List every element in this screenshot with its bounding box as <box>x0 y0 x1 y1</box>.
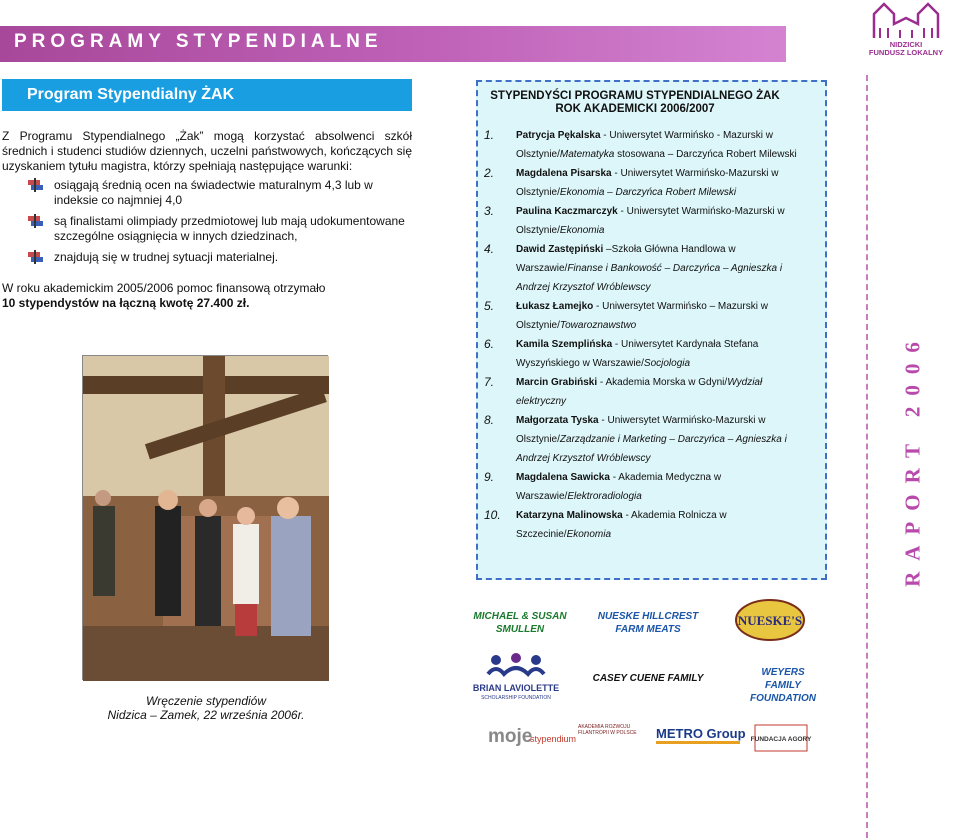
scholar-number: 9. <box>484 470 495 484</box>
section-heading <box>2 79 412 111</box>
moje-stypendium-logo <box>486 722 577 750</box>
scholar-item <box>484 411 814 468</box>
report-year-label: RAPORT 2006 <box>900 331 925 587</box>
scholar-number: 4. <box>484 242 495 256</box>
agora-text: FUNDACJA AGORY <box>750 736 812 743</box>
laviolette-sub: SCHOLARSHIP FOUNDATION <box>481 695 551 701</box>
scholar-school: - Uniwersytet Warmińsko-Mazurski w Olsztynie/ <box>516 168 779 198</box>
scholars-list <box>484 126 814 544</box>
sponsor-nueske: NUESKE HILLCREST FARM MEATS <box>597 611 699 635</box>
funds-paragraph <box>2 281 412 311</box>
scholar-field: Socjologia <box>643 358 691 369</box>
scholar-field: Zarządzanie i Marketing – Darczyńca – Agnieszka i Andrzej Krzysztof Wróblewscy <box>516 434 787 464</box>
flag-bullet-icon <box>28 178 44 192</box>
moje-sub: stypendium <box>530 734 577 744</box>
scholar-item <box>484 297 814 335</box>
scholar-name: Paulina Kaczmarczyk <box>516 206 618 217</box>
section-title: Program Stypendialny ŻAK <box>27 86 235 103</box>
scholar-school: - Akademia Medyczna w Warszawie/ <box>516 472 722 502</box>
ceremony-photo <box>82 355 328 680</box>
sponsor-casey: CASEY CUENE FAMILY <box>592 673 704 684</box>
scholar-name: Patrycja Pękalska <box>516 130 601 141</box>
logo-line-2: FUNDUSZ LOKALNY <box>868 48 944 57</box>
ceremony-photo-image <box>83 356 329 681</box>
condition-text: są finalistami olimpiady przedmiotowej lub mają udokumentowane szczególne osiągnięcia w innych dziedzinach, <box>54 214 405 243</box>
scholar-item <box>484 468 814 506</box>
scholar-item <box>484 164 814 202</box>
scholar-school: - Uniwersytet Warmińsko - Mazurski w Olsztynie/ <box>516 130 773 160</box>
sponsor-weyers: WEYERS FAMILY FOUNDATION <box>750 667 816 704</box>
conditions-list <box>28 178 408 271</box>
scholar-number: 5. <box>484 299 495 313</box>
scholar-field: Elektroradiologia <box>567 491 642 502</box>
agora-logo <box>750 724 812 752</box>
funds-bold: 10 stypendystów na łączną kwotę 27.400 zł. <box>2 296 250 310</box>
condition-item <box>28 178 408 208</box>
condition-text: znajdują się w trudnej sytuacji materialnej. <box>54 250 279 264</box>
caption-line-2: Nidzica – Zamek, 22 września 2006r. <box>107 708 305 722</box>
condition-text: osiągają średnią ocen na świadectwie maturalnym 4,3 lub w indeksie co najmniej 4,0 <box>54 178 373 207</box>
scholar-number: 3. <box>484 204 495 218</box>
scholars-title <box>476 90 794 116</box>
scholar-name: Magdalena Pisarska <box>516 168 612 179</box>
laviolette-logo <box>462 650 570 702</box>
scholar-school: - Akademia Rolnicza w Szczecinie/ <box>516 510 727 540</box>
intro-text: Z Programu Stypendialnego „Żak” mogą korzystać absolwenci szkół średnich i studenci studiów dziennych, uczelni państwowych, kończących się uzyskaniem tytułu magistra, którzy spełniają następujące warunki: <box>2 129 412 173</box>
scholar-name: Łukasz Łamejko <box>516 301 594 312</box>
scholar-number: 1. <box>484 128 495 142</box>
scholar-school: - Uniwersytet Warmińsko-Mazurski w Olsztynie/ <box>516 415 766 445</box>
laviolette-name: BRIAN LAVIOLETTE <box>472 683 560 693</box>
funds-text: W roku akademickim 2005/2006 pomoc finansową otrzymało <box>2 281 326 295</box>
photo-caption <box>84 694 328 722</box>
scholar-item <box>484 335 814 373</box>
scholar-item <box>484 373 814 411</box>
scholar-number: 2. <box>484 166 495 180</box>
flag-bullet-icon <box>28 250 44 264</box>
scholar-item <box>484 202 814 240</box>
scholar-school: - Akademia Morska w Gdyni/ <box>597 377 728 388</box>
caption-line-1: Wręczenie stypendiów <box>145 694 267 708</box>
logo-line-1: NIDZICKI <box>889 40 923 49</box>
scholar-number: 6. <box>484 337 495 351</box>
scholar-name: Małgorzata Tyska <box>516 415 599 426</box>
scholar-item <box>484 240 814 297</box>
scholar-field: Finanse i Bankowość – Darczyńca – Agnieszka i Andrzej Krzysztof Wróblewscy <box>516 263 783 293</box>
scholar-field: Ekonomia <box>559 225 605 236</box>
condition-item <box>28 250 408 265</box>
scholar-field: Ekonomia <box>566 529 612 540</box>
scholar-name: Magdalena Sawicka <box>516 472 610 483</box>
metro-logo <box>656 724 744 748</box>
sponsor-smullen: MICHAEL & SUSAN SMULLEN <box>473 611 567 635</box>
scholar-name: Kamila Szemplińska <box>516 339 613 350</box>
condition-item <box>28 214 408 244</box>
scholar-rest: stosowana – Darczyńca Robert Milewski <box>614 149 797 160</box>
scholar-school: - Uniwersytet Kardynała Stefana Wyszyńskiego w Warszawie/ <box>516 339 759 369</box>
scholar-name: Dawid Zastępiński <box>516 244 604 255</box>
scholar-item <box>484 126 814 164</box>
scholar-name: Marcin Grabiński <box>516 377 598 388</box>
scholar-field: Wydział elektryczny <box>516 377 763 407</box>
scholar-school: - Uniwersytet Warmińsko-Mazurski w Olsztynie/ <box>516 206 785 236</box>
scholar-field: Matematyka <box>559 149 615 160</box>
metro-text: METRO Group <box>656 726 746 741</box>
logo-text <box>862 41 950 57</box>
akademia-logo: AKADEMIA ROZWOJU FILANTROPII W POLSCE <box>578 724 637 736</box>
page-title: PROGRAMY STYPENDIALNE <box>14 31 383 52</box>
scholar-number: 8. <box>484 413 495 427</box>
scholar-field: Ekonomia – Darczyńca Robert Milewski <box>559 187 737 198</box>
nueske-logo <box>734 596 806 644</box>
scholars-title-line-2: ROK AKADEMICKI 2006/2007 <box>555 103 715 115</box>
nueske-logo-text: NUESKE'S <box>737 613 803 628</box>
moje-text: moje <box>488 726 533 747</box>
flag-bullet-icon <box>28 214 44 228</box>
scholar-name: Katarzyna Malinowska <box>516 510 623 521</box>
header-bar <box>0 26 786 62</box>
scholars-title-line-1: STYPENDYŚCI PROGRAMU STYPENDIALNEGO ŻAK <box>490 90 780 102</box>
scholar-school: - Uniwersytet Warmińsko – Mazurski w Olsztynie/ <box>516 301 768 331</box>
scholar-number: 10. <box>484 508 501 522</box>
scholar-school: –Szkoła Główna Handlowa w Warszawie/ <box>516 244 736 274</box>
scholar-field: Towaroznawstwo <box>559 320 637 331</box>
scholar-item <box>484 506 814 544</box>
scholar-number: 7. <box>484 375 495 389</box>
